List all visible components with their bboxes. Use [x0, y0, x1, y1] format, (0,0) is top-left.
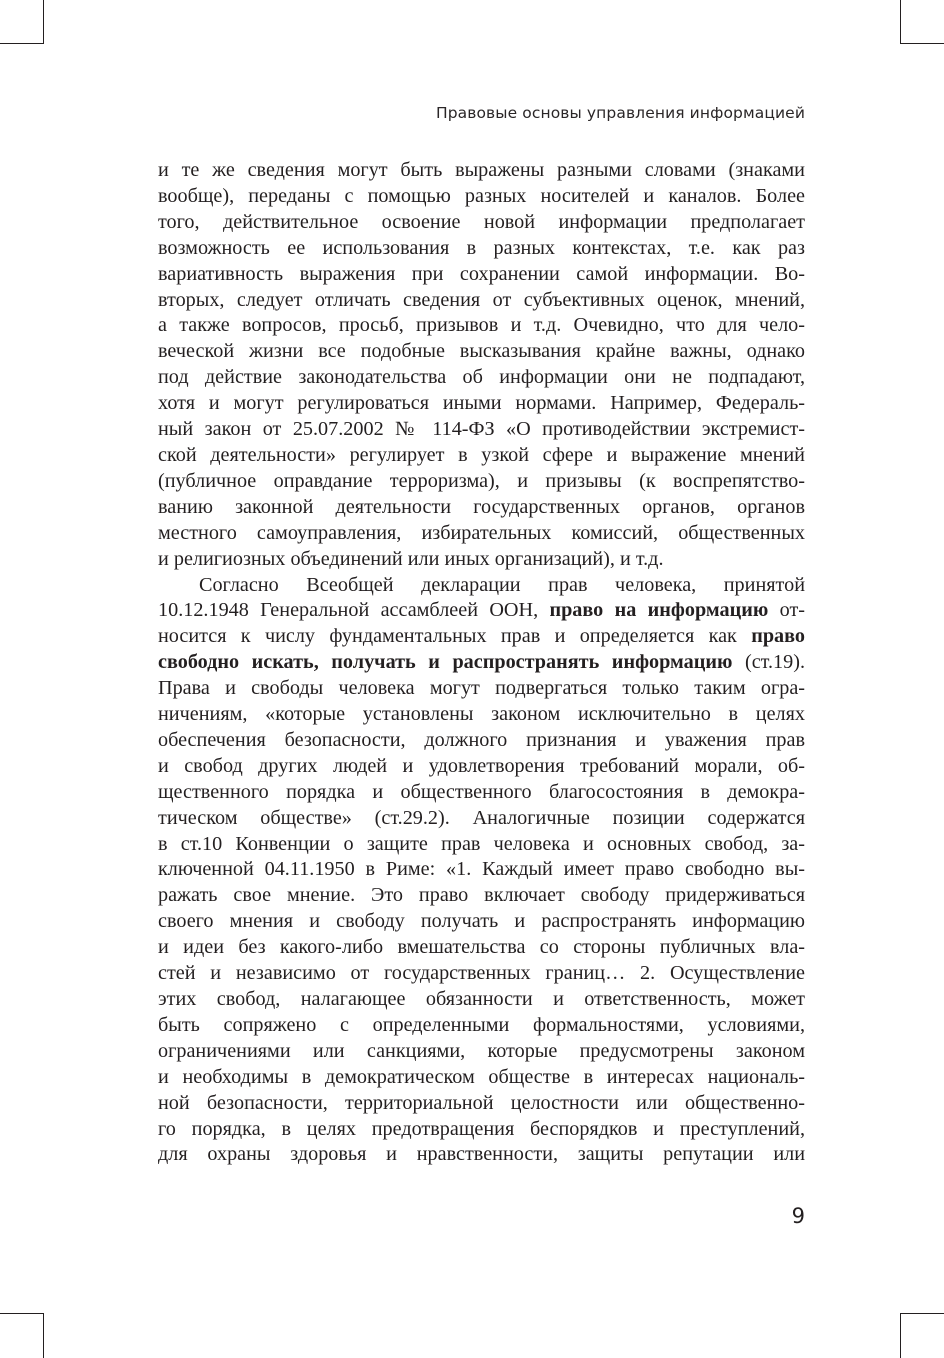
text-line: го порядка, в целях предотвращения беспорядков и преступлений, [158, 1117, 805, 1140]
text-line: своего мнения и свободу получать и распространять информацию [158, 910, 805, 933]
bold-term: право [751, 625, 805, 648]
text-line: возможность ее использования в разных контекстах, т.е. как раз [158, 236, 805, 259]
text-line: ный закон от 25.07.2002 № 114-ФЗ «О противодействии экстремист- [158, 418, 805, 441]
text-line: ничениям, «которые установлены законом исключительно в целях [158, 703, 805, 726]
text-line: стей и независимо от государственных границ… 2. Осуществление [158, 962, 805, 985]
text-line: для охраны здоровья и нравственности, защиты репутации или [158, 1143, 805, 1166]
text-line-mixed [158, 650, 805, 676]
page-number: 9 [791, 1204, 805, 1228]
text-line: вообще), переданы с помощью разных носителей и каналов. Более [158, 184, 805, 207]
text-line-mixed [158, 598, 805, 624]
text-line: ской деятельности» регулирует в узкой сфере и выражение мнений [158, 443, 805, 466]
crop-mark-bottom-left-h [0, 1313, 44, 1314]
text-line: и идеи без какого-либо вмешательства со стороны публичных вла- [158, 936, 805, 959]
text-line: и те же сведения могут быть выражены разными словами (знаками [158, 159, 805, 181]
text-line: хотя и могут регулироваться иными нормами. Например, Федераль- [158, 392, 805, 415]
text-run: носится к числу фундаментальных прав и определяется как [158, 625, 752, 648]
bold-term: свободно искать, получать и распространять информацию [158, 651, 733, 674]
text-line: обеспечения безопасности, должного признания и уважения прав [158, 728, 805, 751]
body-text [158, 158, 805, 1168]
text-line: ванию законной деятельности государственных органов, органов [158, 495, 805, 518]
text-line: ражать свое мнение. Это право включает свободу придерживаться [158, 884, 805, 907]
text-line: щественного порядка и общественного благосостояния в демокра- [158, 780, 805, 803]
text-line: и религиозных объединений или иных организаций), и т.д. [158, 547, 664, 570]
text-line: этих свобод, налагающее обязанности и ответственность, может [158, 988, 805, 1010]
crop-mark-top-left [43, 0, 44, 44]
text-line: (публичное оправдание терроризма), и призывы (к воспрепятство- [158, 469, 805, 492]
crop-mark-bottom-right [900, 1314, 901, 1358]
text-line: вторых, следует отличать сведения от субъективных оценок, мнений, [158, 288, 805, 311]
text-line: веческой жизни все подобные высказывания крайне важны, однако [158, 340, 805, 363]
crop-mark-top-left-h [0, 43, 44, 44]
text-line: в ст.10 Конвенции о защите прав человека и основных свобод, за- [158, 832, 805, 855]
text-line: и необходимы в демократическом обществе в интересах националь- [158, 1065, 805, 1088]
text-line: быть сопряжено с определенными формальностями, условиями, [158, 1013, 805, 1036]
text-line: а также вопросов, просьб, призывов и т.д. Очевидно, что для чело- [158, 314, 805, 337]
text-line: тическом обществе» (ст.29.2). Аналогичные позиции содержатся [158, 806, 805, 829]
text-line: ограничениями или санкциями, которые предусмотрены законом [158, 1039, 805, 1062]
crop-mark-top-right [900, 0, 901, 44]
text-line: вариативность выражения при сохранении самой информации. Во- [158, 262, 805, 285]
text-run: (ст.19). [732, 651, 805, 674]
text-line: ключенной 04.11.1950 в Риме: «1. Каждый имеет право свободно вы- [158, 858, 805, 881]
text-line-mixed [158, 624, 805, 650]
text-line: Согласно Всеобщей декларации прав человека, принятой [199, 573, 805, 596]
bold-term: право на информацию [549, 599, 769, 622]
crop-mark-top-right-h [900, 43, 944, 44]
text-line: и свобод других людей и удовлетворения требований морали, об- [158, 754, 805, 777]
text-line: того, действительное освоение новой информации предполагает [158, 210, 805, 233]
crop-mark-bottom-left [43, 1314, 44, 1358]
text-line: местного самоуправления, избирательных комиссий, общественных [158, 521, 805, 544]
running-head: Правовые основы управления информацией [435, 104, 805, 122]
text-line: под действие законодательства об информации они не подпадают, [158, 366, 805, 389]
text-run: от- [768, 599, 805, 622]
text-run: 10.12.1948 Генеральной ассамблеей ООН, [158, 599, 550, 622]
crop-mark-bottom-right-h [900, 1313, 944, 1314]
text-line: ной безопасности, территориальной целостности или общественно- [158, 1091, 805, 1114]
text-line: Права и свободы человека могут подвергаться только таким огра- [158, 677, 805, 700]
